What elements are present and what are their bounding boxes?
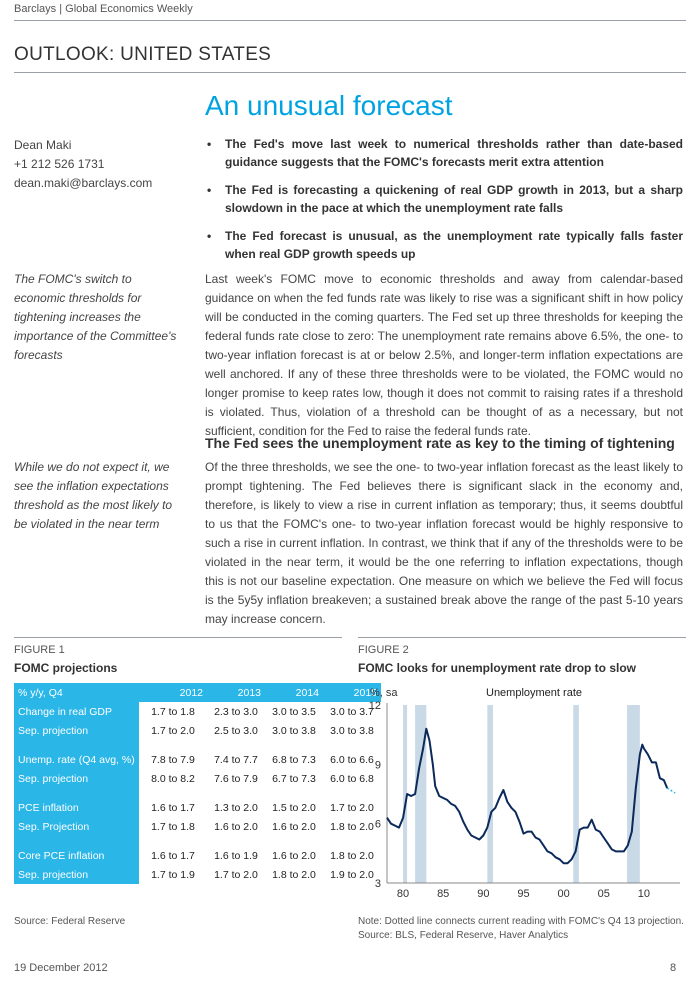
section-rule: [14, 72, 686, 73]
series-label: Unemployment rate: [486, 687, 582, 699]
report-header: Barclays | Global Economics Weekly: [14, 3, 193, 15]
figure2-source: Source: BLS, Federal Reserve, Haver Analytics: [358, 930, 569, 941]
figure1-title: FOMC projections: [14, 661, 118, 675]
key-point: • The Fed's move last week to numerical thresholds rather than date-based guidance suggests that the FOMC's forecasts merit extra attention: [207, 137, 683, 169]
paragraph-inflation: Of the three thresholds, we see the one- to two-year inflation forecast as the least likely to prompt tightening. The Fed believes there is significant slack in the economy and, therefore, is likely to view a rise in current inflation as temporary; thus, it seems doubtful to us that the FOMC's one- to two-year inflation forecast would be highly responsive to such a rise in current inflation. In contrast, we think that if any of the thresholds were to be violated in the near term, it would be the one referring to inflation expectations, though this is not our baseline expectation. One measure on which we believe the Fed will focus is the 5y5y inflation breakeven; a sustained break above the range of the past 5-10 years may increase concern.: [205, 460, 683, 626]
key-point: • The Fed forecast is unusual, as the unemployment rate typically falls faster when real GDP growth speeds up: [207, 229, 683, 261]
table-row: Sep. projection 1.7 to 1.9 1.7 to 2.0 1.8 to 2.0 1.9 to 2.0: [14, 865, 381, 884]
key-points: [205, 135, 683, 273]
x-tick-label: 90: [477, 888, 490, 900]
unemployment-chart: [358, 683, 688, 911]
recession-bar: [415, 705, 426, 883]
table-row: Sep. Projection 1.7 to 1.8 1.6 to 2.0 1.6 to 2.0 1.8 to 2.0: [14, 817, 381, 836]
y-axis-label: %, sa: [370, 687, 398, 699]
table-row: Change in real GDP 1.7 to 1.8 2.3 to 3.0 3.0 to 3.5 3.0 to 3.7: [14, 702, 381, 721]
recession-bar: [627, 705, 640, 883]
author-block: [14, 136, 152, 193]
table-row: Sep. projection 1.7 to 2.0 2.5 to 3.0 3.0 to 3.8 3.0 to 3.8: [14, 721, 381, 740]
bullet-icon: •: [207, 137, 212, 151]
x-tick-label: 95: [517, 888, 530, 900]
header-rule: [14, 20, 686, 21]
table-header-row: [14, 683, 381, 702]
y-tick-labels: [369, 700, 381, 890]
x-tick-label: 05: [597, 888, 610, 900]
column-header: 2014: [265, 683, 323, 702]
table-row: Unemp. rate (Q4 avg, %) 7.8 to 7.9 7.4 to 7.7 6.8 to 7.3 6.0 to 6.6: [14, 750, 381, 769]
page-number: 8: [670, 962, 677, 974]
figure2-rule: [358, 637, 686, 638]
article-title: An unusual forecast: [205, 90, 453, 121]
x-tick-label: 85: [437, 888, 450, 900]
fomc-projections-table: [14, 683, 381, 884]
section-title: OUTLOOK: UNITED STATES: [14, 44, 272, 65]
bullet-icon: •: [207, 183, 212, 197]
x-tick-labels: [397, 888, 650, 900]
key-point: • The Fed is forecasting a quickening of real GDP growth in 2013, but a sharp slowdown in the pace at which the unemployment rate falls: [207, 183, 683, 215]
sidenote-inflation: While we do not expect it, we see the inflation expectations threshold as the most likely to be violated in the near term: [14, 460, 173, 531]
table-gap-row: [14, 788, 381, 798]
sidenote-thresholds: The FOMC's switch to economic thresholds for tightening increases the importance of the Committee's forecasts: [14, 272, 177, 362]
y-tick-label: 6: [374, 818, 381, 831]
bullet-icon: •: [207, 229, 212, 243]
column-header: 2013: [207, 683, 265, 702]
projection-dotted-line: [667, 788, 675, 793]
y-tick-label: 12: [368, 700, 381, 712]
author-email[interactable]: dean.maki@barclays.com: [14, 176, 153, 190]
figure2-notes: [358, 915, 688, 943]
table-row: Sep. projection 8.0 to 8.2 7.6 to 7.9 6.7 to 7.3 6.0 to 6.8: [14, 769, 381, 788]
y-tick-label: 9: [374, 759, 381, 772]
subheading: The Fed sees the unemployment rate as key to the timing of tightening: [205, 435, 675, 451]
figure1-label: FIGURE 1: [14, 644, 65, 656]
column-header: 2015: [323, 683, 381, 702]
unemployment-rate-line: [387, 729, 667, 864]
x-tick-label: 00: [557, 888, 570, 900]
figure2-note: Note: Dotted line connects current reading with FOMC's Q4 13 projection.: [358, 916, 684, 927]
figure2-title: FOMC looks for unemployment rate drop to slow: [358, 661, 637, 675]
table-row: Core PCE inflation 1.6 to 1.7 1.6 to 1.9 1.6 to 2.0 1.8 to 2.0: [14, 846, 381, 865]
x-tick-label: 80: [396, 888, 410, 900]
author-name: Dean Maki: [14, 138, 72, 152]
y-tick-label: 3: [374, 878, 381, 890]
table-header-label: % y/y, Q4: [14, 683, 139, 702]
column-header: 2012: [139, 683, 207, 702]
table-gap-row: [14, 836, 381, 846]
figure1-source: Source: Federal Reserve: [14, 916, 126, 927]
figure2-label: FIGURE 2: [358, 644, 409, 656]
table-row: PCE inflation 1.6 to 1.7 1.3 to 2.0 1.5 to 2.0 1.7 to 2.0: [14, 798, 381, 817]
recession-bar: [487, 705, 493, 883]
figure1-rule: [14, 637, 342, 638]
footer-date: 19 December 2012: [14, 962, 108, 974]
table-gap-row: [14, 740, 381, 750]
paragraph-thresholds: Last week's FOMC move to economic thresholds and away from calendar-based guidance on when the fed funds rate was likely to rise was a significant shift in how policy will be conducted in the coming quarters. The Fed set up three thresholds for keeping the federal funds rate close to zero: The unemployment rate remains above 6.5%, the one- to two-year inflation forecast is at or below 2.5%, and longer-term inflation expectations are well anchored. If any of these three thresholds were to be violated, the FOMC would no longer promise to keep rates low, though it does not commit to raising rates if a threshold is violated. Thus, violation of a threshold can be thought of as a necessary, but not sufficient, condition for the Fed to raise the federal funds rate.: [205, 272, 683, 438]
author-phone: +1 212 526 1731: [14, 157, 105, 171]
x-tick-label: 10: [637, 888, 651, 900]
